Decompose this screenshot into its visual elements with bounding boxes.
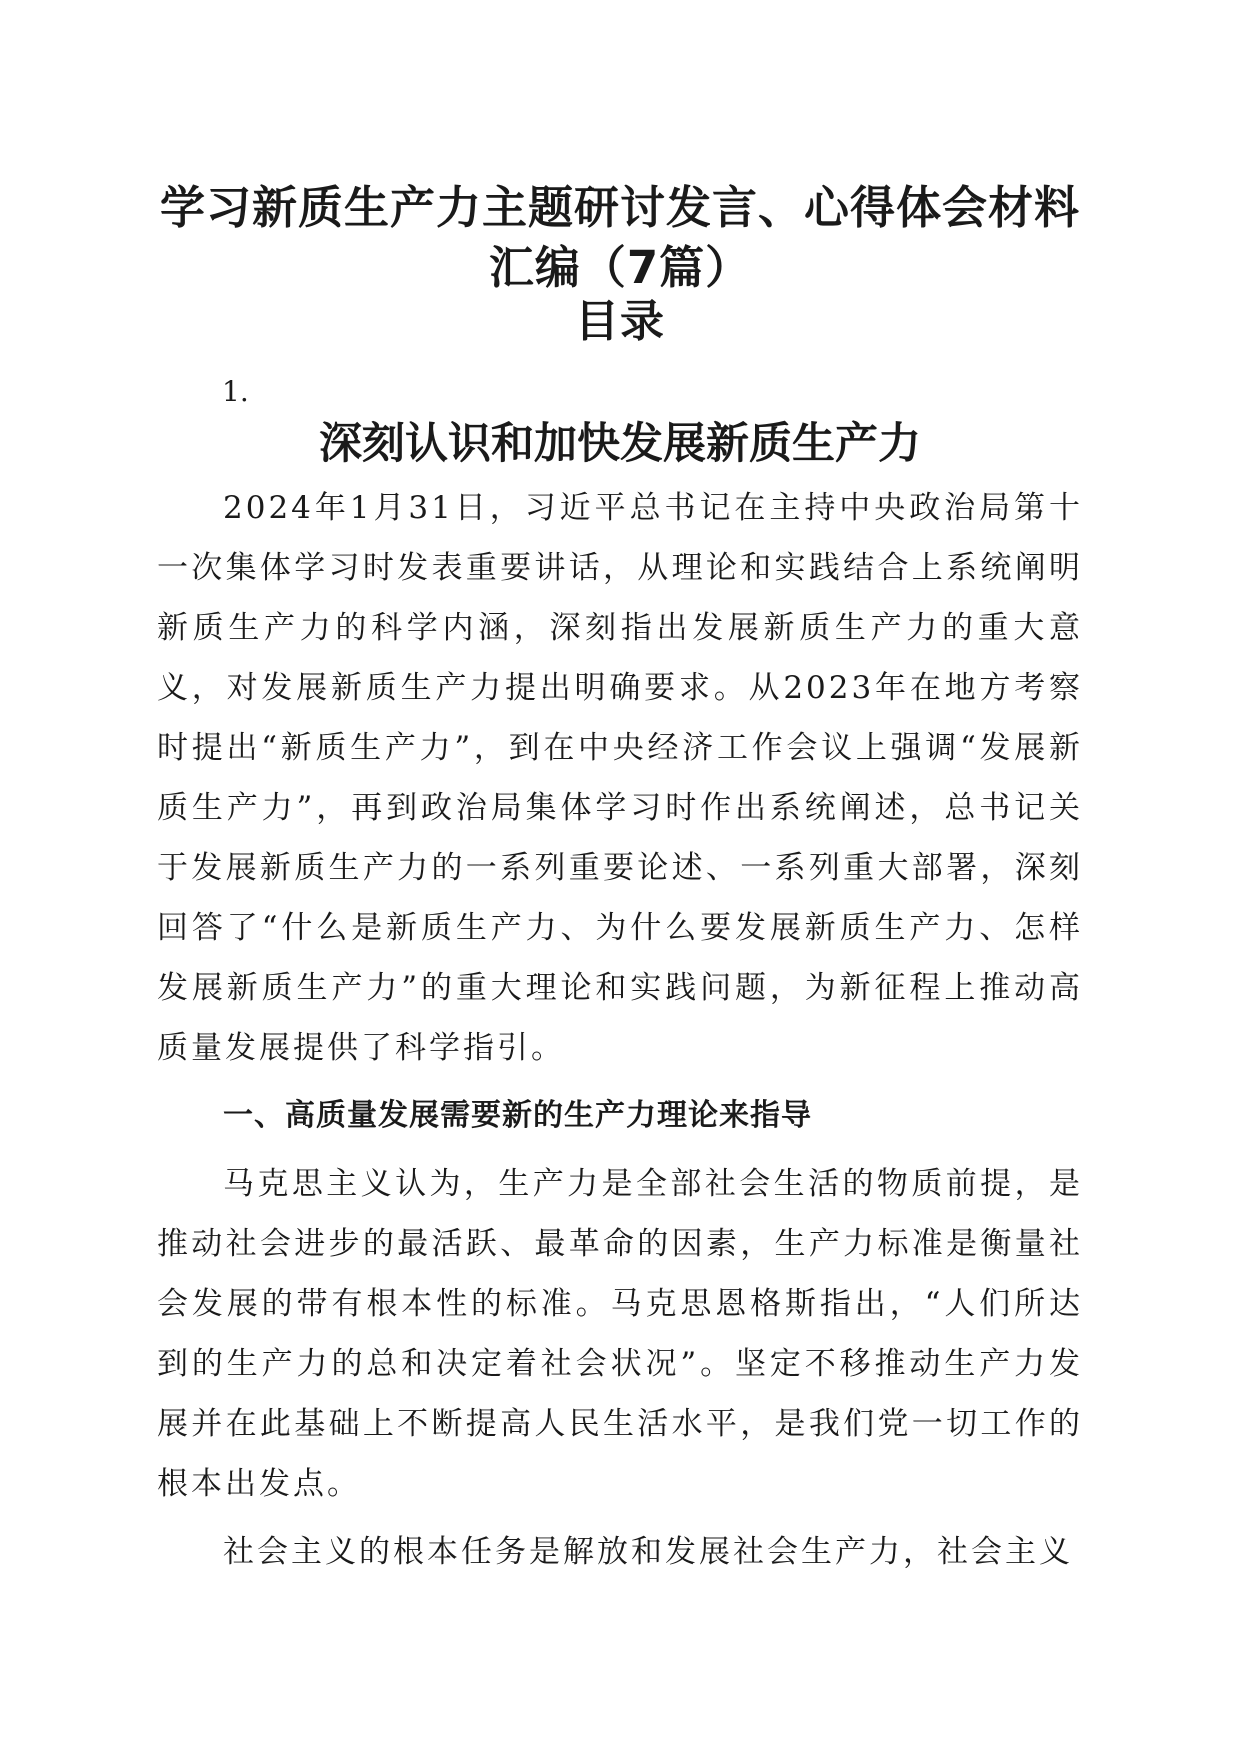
- document-title-line-1: 学习新质生产力主题研讨发言、心得体会材料: [159, 181, 1080, 234]
- toc-heading: 目录: [575, 296, 665, 347]
- toc-item-number: 1.: [222, 375, 249, 408]
- paragraph: 马克思主义认为，生产力是全部社会生活的物质前提，是推动社会进步的最活跃、最革命的因素，生产力标准是衡量社会发展的带有根本性的标准。马克思恩格斯指出，“人们所达到的生产力的总和决定着社会状况”。坚定不移推动生产力发展并在此基础上不断提高人民生活水平，是我们党一切工作的根本出发点。: [157, 1166, 1083, 1502]
- paragraph: 社会主义的根本任务是解放和发展社会生产力，社会主义: [223, 1534, 1073, 1570]
- article-title: 深刻认识和加快发展新质生产力: [319, 419, 921, 469]
- paragraph: 2024年1月31日，习近平总书记在主持中央政治局第十一次集体学习时发表重要讲话，从理论和实践结合上系统阐明新质生产力的科学内涵，深刻指出发展新质生产力的重大意义，对发展新质生产力提出明确要求。从2023年在地方考察时提出“新质生产力”，到在中央经济工作会议上强调“发展新质生产力”，再到政治局集体学习时作出系统阐述，总书记关于发展新质生产力的一系列重要论述、一系列重大部署，深刻回答了“什么是新质生产力、为什么要发展新质生产力、怎样发展新质生产力”的重大理论和实践问题，为新征程上推动高质量发展提供了科学指引。: [157, 490, 1083, 1066]
- article-body: [157, 478, 1083, 1582]
- document-title-line-2: 汇编（7篇）: [488, 241, 752, 294]
- section-heading: 一、高质量发展需要新的生产力理论来指导: [223, 1098, 812, 1133]
